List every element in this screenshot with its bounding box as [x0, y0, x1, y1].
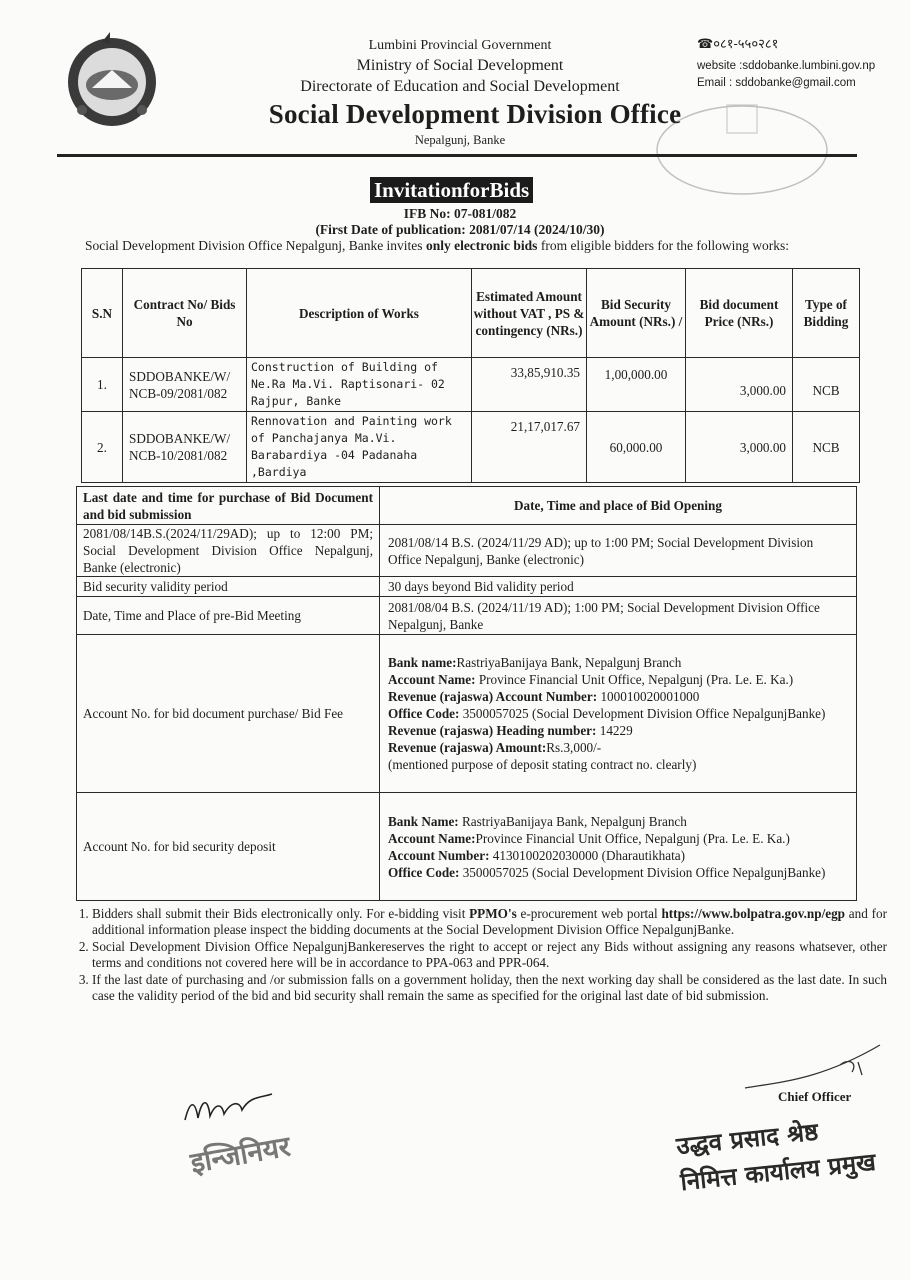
email-link[interactable]: Email : sddobanke@gmail.com	[697, 77, 856, 89]
website-link[interactable]: website :sddobanke.lumbini.gov.np	[697, 60, 876, 72]
row-security: 60,000.00	[587, 412, 686, 483]
deposit-bank-value: RastriyaBanijaya Bank, Nepalgunj Branch	[458, 813, 687, 829]
details-table	[76, 486, 857, 901]
submission-deadline: 2081/08/14B.S.(2024/11/29AD); up to 12:00 PM; Social Development Division Office Nepalgunj, Banke (electronic)	[77, 525, 380, 577]
prebid-value: 2081/08/04 B.S. (2024/11/19 AD); 1:00 PM; Social Development Division Office Nepalgunj, Banke	[380, 597, 857, 635]
term1-text-e: and for additional information please inspect the bidding documents at the Social Development Division Office NepalgunjBanke.	[92, 906, 887, 937]
table-row	[77, 635, 857, 793]
term-item	[92, 906, 887, 938]
term-item: 3. If the last date of purchasing and /or submission falls on a government holiday, then the next working day shall be considered as the last date. In such case the validity period of the bid and bid security shall remain the same as specified for the original last date of bid submission.	[92, 972, 887, 1004]
opening-header: Date, Time and place of Bid Opening	[380, 487, 857, 525]
deposit-account-number-value: 4130100202030000 (Dharautikhata)	[489, 847, 686, 863]
opening-time: 2081/08/14 B.S. (2024/11/29 AD); up to 1:00 PM; Social Development Division Office Nepalgunj, Banke (electronic)	[380, 525, 857, 577]
fee-account-name-key: Account Name:	[388, 672, 476, 687]
row-security: 1,00,000.00	[587, 358, 686, 412]
emblem-logo	[62, 30, 162, 130]
col-type: Type of Bidding	[793, 269, 860, 358]
row-description: Rennovation and Painting work of Panchajanya Ma.Vi. Barabardiya -04 Padanaha ,Bardiya	[247, 412, 472, 483]
row-type: NCB	[793, 358, 860, 412]
fee-details	[380, 635, 857, 793]
col-sn: S.N	[82, 269, 123, 358]
chief-officer-label: Chief Officer	[778, 1089, 852, 1104]
publication-date: (First Date of publication: 2081/07/14 (2024/10/30)	[315, 222, 605, 237]
term1-ppmo: PPMO's	[469, 906, 517, 921]
term-item: 2. Social Development Division Office NepalgunjBankereserves the right to accept or reject any Bids without assigning any reasons whatsever, other terms and conditions not covered here will be in accordance to PPA-063 and PPR-064.	[92, 939, 887, 971]
table-row	[77, 525, 857, 577]
table-row	[82, 358, 860, 412]
phone-number: ☎०८१-५५०२८१	[697, 36, 779, 51]
office-location: Nepalgunj, Banke	[414, 133, 506, 147]
deposit-office-code-value: 3500057025 (Social Development Division Office NepalgunjBanke)	[459, 864, 826, 880]
col-description: Description of Works	[247, 269, 472, 358]
fee-revenue-account-key: Revenue (rajaswa) Account Number:	[388, 689, 598, 704]
engineer-signature	[180, 1090, 280, 1130]
engineer-stamp: इन्जिनियर	[187, 1129, 293, 1180]
deposit-office-code-key: Office Code:	[388, 864, 460, 880]
deposit-label: Account No. for bid security deposit	[77, 793, 380, 901]
fee-amount-value: Rs.3,000/-	[546, 740, 602, 755]
fee-heading-key: Revenue (rajaswa) Heading number:	[388, 723, 597, 738]
row-contract: SDDOBANKE/W/ NCB-10/2081/082	[123, 412, 247, 483]
row-contract: SDDOBANKE/W/ NCB-09/2081/082	[123, 358, 247, 412]
table-row	[77, 597, 857, 635]
deposit-account-name-value: Province Financial Unit Office, Nepalgunj (Pra. Le. E. Ka.)	[475, 830, 790, 846]
official-title-stamp: निमित्त कार्यालय प्रमुख	[679, 1147, 877, 1197]
row-price: 3,000.00	[686, 358, 793, 412]
deposit-account-name-key: Account Name:	[388, 830, 476, 846]
office-title: Social Development Division Office	[268, 99, 682, 129]
fee-office-code-value: 3500057025 (Social Development Division Office NepalgunjBanke)	[459, 706, 826, 721]
header-divider	[57, 154, 857, 157]
works-table	[81, 268, 860, 483]
row-price: 3,000.00	[686, 412, 793, 483]
term1-text-c: e-procurement web portal	[516, 906, 662, 921]
fee-label: Account No. for bid document purchase/ Bid Fee	[77, 635, 380, 793]
col-contract: Contract No/ Bids No	[123, 269, 247, 358]
row-estimate: 21,17,017.67	[472, 412, 587, 483]
row-description: Construction of Building of Ne.Ra Ma.Vi. Raptisonari- 02 Rajpur, Banke	[247, 358, 472, 412]
fee-revenue-account-value: 100010020001000	[597, 689, 700, 704]
ifb-number: IFB No: 07-081/082	[403, 206, 517, 221]
table-row	[77, 577, 857, 597]
fee-bank-value: RastriyaBanijaya Bank, Nepalgunj Branch	[456, 655, 682, 670]
row-estimate: 33,85,910.35	[472, 358, 587, 412]
col-security: Bid Security Amount (NRs.) /	[587, 269, 686, 358]
fee-note: (mentioned purpose of deposit stating contract no. clearly)	[388, 757, 697, 772]
works-header-row	[82, 269, 860, 358]
fee-bank-key: Bank name:	[388, 655, 457, 670]
intro-pre: Social Development Division Office Nepalgunj, Banke invites	[85, 238, 426, 253]
deposit-account-number-key: Account Number:	[388, 847, 490, 863]
intro-post: from eligible bidders for the following works:	[537, 238, 790, 253]
prebid-label: Date, Time and Place of pre-Bid Meeting	[77, 597, 380, 635]
validity-value: 30 days beyond Bid validity period	[380, 577, 857, 597]
deposit-details	[380, 793, 857, 901]
header-line3: Directorate of Education and Social Development	[300, 78, 620, 95]
col-estimate: Estimated Amount without VAT , PS & contingency (NRs.)	[472, 269, 587, 358]
intro-bold: only electronic bids	[425, 238, 538, 253]
fee-amount-key: Revenue (rajaswa) Amount:	[388, 740, 547, 755]
invitation-title: InvitationforBids	[370, 177, 533, 203]
table-row	[77, 793, 857, 901]
official-name-stamp: उद्धव प्रसाद श्रेष्ठ	[674, 1117, 820, 1161]
header-line1: Lumbini Provincial Government	[368, 38, 552, 53]
submission-header: Last date and time for purchase of Bid Document and bid submission	[77, 487, 380, 525]
fee-account-name-value: Province Financial Unit Office, Nepalgunj (Pra. Le. E. Ka.)	[475, 672, 794, 687]
office-seal-stamp	[652, 100, 832, 200]
deposit-bank-key: Bank Name:	[388, 813, 459, 829]
header-line2: Ministry of Social Development	[356, 57, 564, 74]
term1-text-a: Bidders shall submit their Bids electronically only. For e-bidding visit	[92, 906, 470, 921]
intro-text	[85, 238, 855, 254]
chief-signature	[740, 1040, 890, 1095]
col-price: Bid document Price (NRs.)	[686, 269, 793, 358]
egp-portal-link[interactable]: https://www.bolpatra.gov.np/egp	[661, 906, 846, 921]
details-header-row	[77, 487, 857, 525]
table-row	[82, 412, 860, 483]
row-sn: 1.	[82, 358, 123, 412]
validity-label: Bid security validity period	[77, 577, 380, 597]
terms-list	[50, 906, 887, 1005]
row-sn: 2.	[82, 412, 123, 483]
fee-heading-value: 14229	[596, 723, 633, 738]
row-type: NCB	[793, 412, 860, 483]
fee-office-code-key: Office Code:	[388, 706, 460, 721]
